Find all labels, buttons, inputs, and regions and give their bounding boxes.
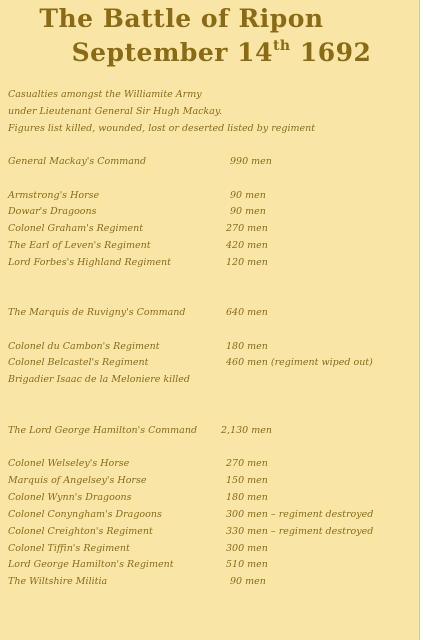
unit-casualties: 330 men – regiment destroyed	[226, 526, 374, 537]
unit-casualties: 90 men	[230, 576, 266, 587]
date-year: 1692	[290, 38, 372, 67]
unit-name: Dowar's Dragoons	[8, 206, 97, 217]
command-casualties: 2,130 men	[221, 425, 272, 436]
unit-casualties: 460 men (regiment wiped out)	[226, 357, 373, 368]
unit-name: The Wiltshire Militia	[8, 576, 108, 587]
unit-casualties: 150 men	[226, 475, 268, 486]
intro-line: Casualties amongst the Williamite Army	[8, 89, 202, 100]
unit-name: Lord George Hamilton's Regiment	[8, 559, 174, 570]
unit-casualties: 300 men – regiment destroyed	[226, 509, 374, 520]
unit-casualties: 270 men	[226, 458, 268, 469]
unit-name: Armstrong's Horse	[8, 190, 100, 201]
unit-name: Colonel Conyngham's Dragoons	[8, 509, 162, 520]
page-title: The Battle of Ripon	[39, 4, 324, 33]
page-subtitle-date	[12, 38, 423, 67]
intro-paragraph	[8, 86, 315, 137]
unit-casualties: 90 men	[230, 190, 266, 201]
unit-casualties: 180 men	[226, 341, 268, 352]
intro-line: Figures list killed, wounded, lost or deserted listed by regiment	[8, 123, 316, 134]
command-casualties: 640 men	[226, 307, 268, 318]
unit-name: Colonel Graham's Regiment	[8, 223, 144, 234]
date-text: September 14	[71, 38, 273, 67]
unit-casualties: 90 men	[230, 206, 266, 217]
unit-casualties: 120 men	[226, 257, 268, 268]
unit-casualties: 510 men	[226, 559, 268, 570]
unit-name: Brigadier Isaac de la Meloniere killed	[8, 374, 190, 385]
unit-name: Lord Forbes's Highland Regiment	[8, 257, 171, 268]
unit-name: Colonel Creighton's Regiment	[8, 526, 153, 537]
unit-name: Colonel Tiffin's Regiment	[8, 543, 130, 554]
unit-name: Colonel Welseley's Horse	[8, 458, 130, 469]
unit-name: The Earl of Leven's Regiment	[8, 240, 151, 251]
command-name: The Lord George Hamilton's Command	[8, 425, 198, 436]
command-name: The Marquis de Ruvigny's Command	[8, 307, 186, 318]
unit-name: Colonel du Cambon's Regiment	[8, 341, 160, 352]
date-ordinal-suffix: th	[272, 38, 291, 54]
unit-casualties: 420 men	[226, 240, 268, 251]
unit-name: Colonel Belcastel's Regiment	[8, 357, 149, 368]
intro-line: under Lieutenant General Sir Hugh Mackay.	[8, 106, 222, 117]
unit-casualties: 270 men	[226, 223, 268, 234]
unit-name: Marquis of Angelsey's Horse	[8, 475, 147, 486]
unit-name: Colonel Wynn's Dragoons	[8, 492, 132, 503]
command-casualties: 990 men	[230, 156, 272, 167]
unit-casualties: 300 men	[226, 543, 268, 554]
command-name: General Mackay's Command	[8, 156, 147, 167]
unit-casualties: 180 men	[226, 492, 268, 503]
